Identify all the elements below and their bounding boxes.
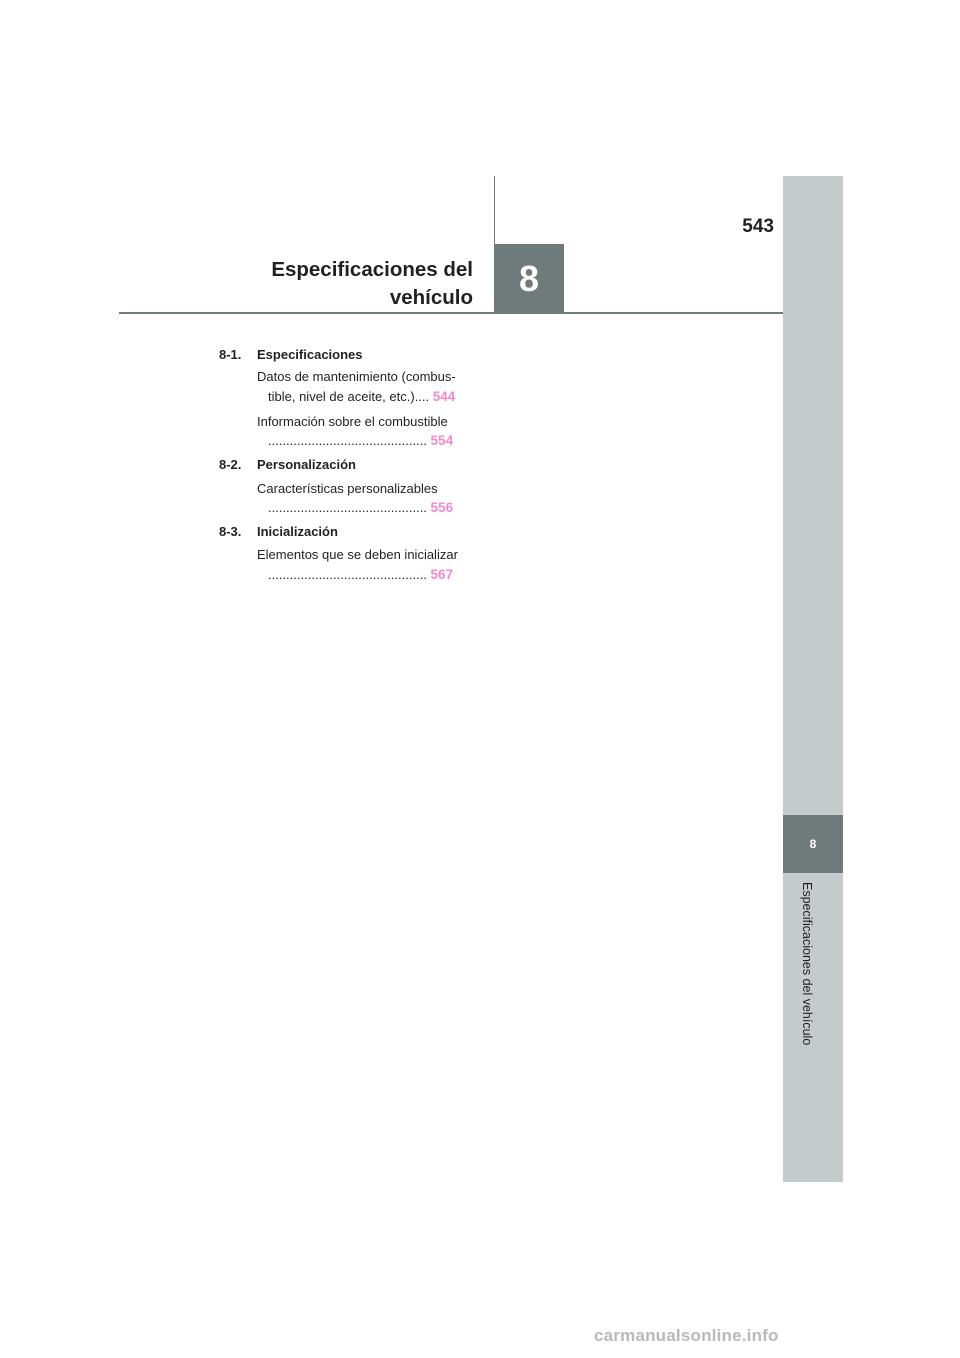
section-number: 8-2. — [219, 457, 242, 472]
toc-entry-leader: ............................................ — [268, 433, 427, 448]
toc-entry-leader: tible, nivel de aceite, etc.).... — [268, 389, 430, 404]
section-title: Personalización — [257, 457, 356, 472]
side-chapter-label: Especificaciones del vehículo — [800, 882, 814, 1046]
side-chapter-tab[interactable] — [783, 815, 843, 873]
section-title: Especificaciones — [257, 347, 363, 362]
chapter-number: 8 — [518, 257, 540, 299]
toc-page-link-544[interactable]: 544 — [432, 389, 456, 404]
toc-section-8-3[interactable] — [219, 524, 338, 539]
section-number: 8-3. — [219, 524, 242, 539]
toc-entry-leader: ............................................ — [268, 567, 427, 582]
section-number: 8-1. — [219, 347, 242, 362]
page-number: 543 — [742, 216, 774, 237]
watermark-text: carmanualsonline.info — [594, 1326, 779, 1345]
toc-entry-line[interactable] — [268, 500, 453, 515]
toc-entry-leader: ............................................ — [268, 500, 427, 515]
toc-entry-line[interactable]: Información sobre el combustible — [257, 414, 448, 429]
toc-page-link-556[interactable]: 556 — [430, 500, 454, 515]
header-rule — [119, 312, 783, 314]
header-vertical-rule — [494, 176, 495, 244]
toc-entry-line[interactable] — [268, 433, 453, 448]
chapter-title — [240, 256, 473, 312]
toc-entry-line[interactable] — [268, 389, 455, 404]
toc-entry-line[interactable]: Datos de mantenimiento (combus- — [257, 369, 456, 384]
chapter-title-line-1: Especificaciones del — [271, 258, 473, 281]
toc-entry-line[interactable]: Elementos que se deben inicializar — [257, 547, 458, 562]
chapter-number-box — [494, 244, 564, 313]
chapter-title-line-2: vehículo — [389, 286, 473, 309]
toc-page-link-554[interactable]: 554 — [430, 433, 454, 448]
section-title: Inicialización — [257, 524, 338, 539]
toc-section-8-1[interactable] — [219, 347, 363, 362]
toc-page-link-567[interactable]: 567 — [430, 567, 454, 582]
toc-entry-line[interactable] — [268, 567, 453, 582]
toc-entry-line[interactable]: Características personalizables — [257, 481, 438, 496]
side-chapter-number: 8 — [809, 837, 817, 851]
toc-section-8-2[interactable] — [219, 457, 356, 472]
